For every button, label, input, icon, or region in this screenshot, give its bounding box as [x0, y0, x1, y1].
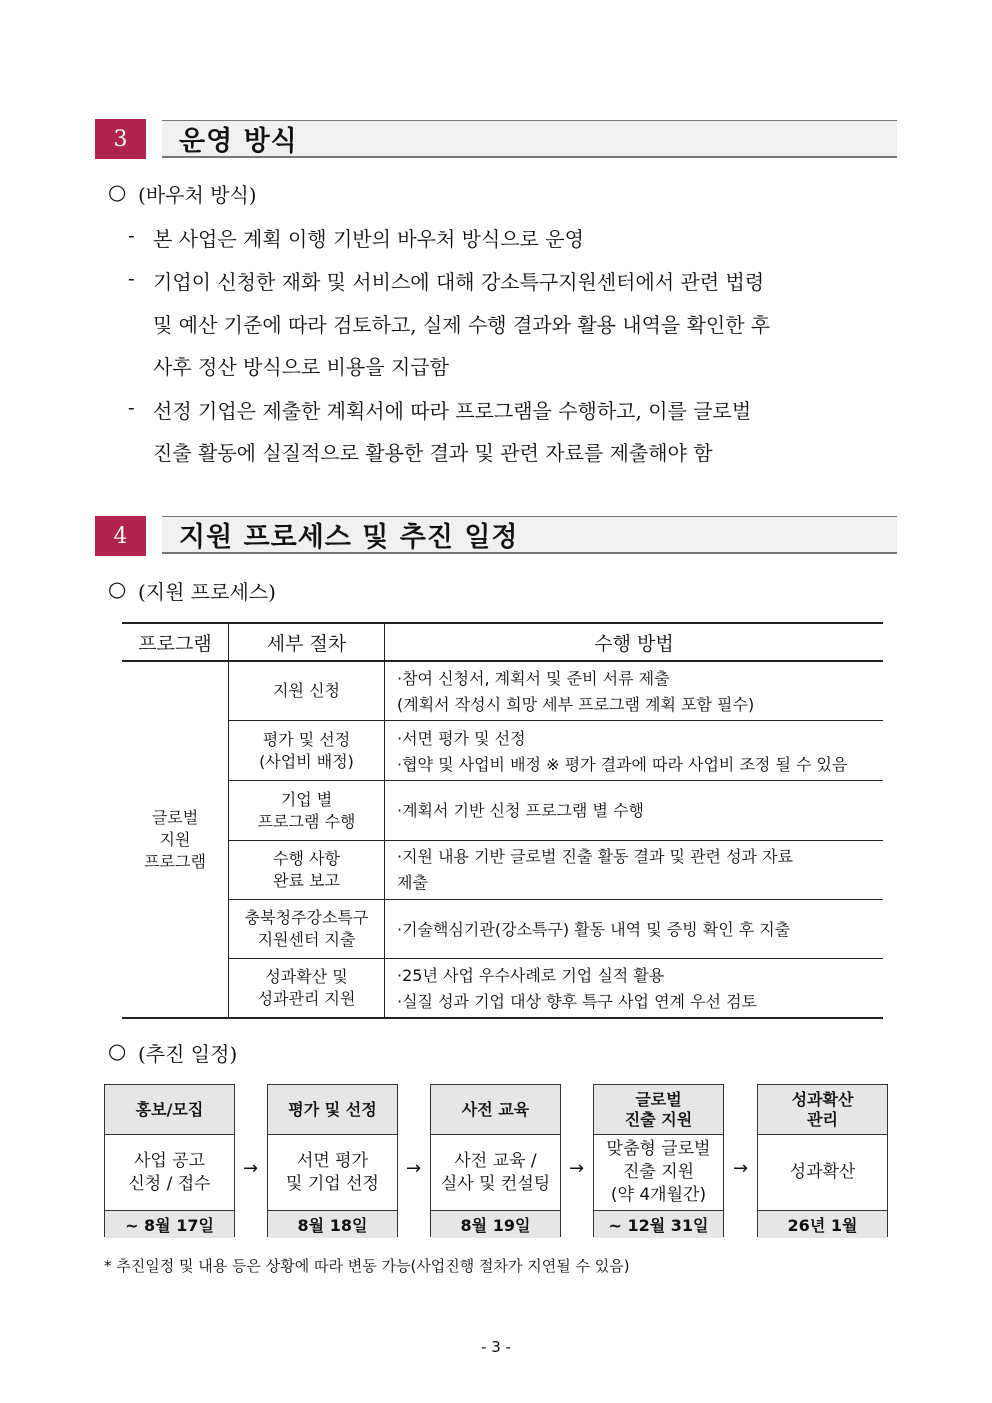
step-text: 평가 및 선정: [262, 729, 351, 749]
method-text: ·협약 및 사업비 배정 ※ 평가 결과에 따라 사업비 조정 될 수 있음: [397, 755, 848, 774]
schedule-step-title: 홍보/모집: [105, 1085, 234, 1135]
step-text: 프로그램 수행: [257, 811, 356, 831]
method-text: ·지원 내용 기반 글로벌 진출 활동 결과 및 관련 성과 자료: [397, 847, 793, 866]
section-3-subheading: (바우처 방식): [138, 183, 257, 207]
section-3-line-6: 진출 활동에 실질적으로 활용한 결과 및 관련 자료를 제출해야 함: [153, 441, 713, 465]
schedule-step-performance: [757, 1084, 888, 1237]
step-text: 지원센터 지출: [257, 930, 356, 949]
step-cell: [229, 662, 384, 720]
step-text: 기업 별: [280, 789, 333, 809]
schedule-step-body: 성과확산: [789, 1162, 856, 1182]
section-3-title: 운영 방식: [162, 120, 897, 158]
arrow-right-icon: →: [243, 1158, 259, 1179]
schedule-step-title: 평가 및 선정: [268, 1085, 397, 1135]
step-text: (사업비 배정): [259, 751, 354, 771]
header-program: 프로그램: [138, 632, 212, 655]
schedule-step-date: ~ 12월 31일: [594, 1210, 723, 1238]
step-text: 성과관리 지원: [257, 989, 356, 1008]
dash-bullet: -: [128, 223, 135, 247]
schedule-step-body: 사전 교육 / 실사 및 컨설팅: [440, 1150, 551, 1194]
schedule-step-body: 사업 공고 신청 / 접수: [128, 1150, 211, 1194]
process-subheading: (지원 프로세스): [138, 580, 276, 604]
step-cell: [229, 900, 384, 958]
step-cell: [229, 959, 384, 1017]
step-cell: [229, 721, 384, 780]
section-3-number: 3: [95, 119, 146, 159]
method-text: ·실질 성과 기업 대상 향후 특구 사업 연계 우선 검토: [397, 992, 757, 1011]
step-text: 충북청주강소특구: [244, 908, 369, 927]
method-text: ·참여 신청서, 계획서 및 준비 서류 제출: [397, 669, 670, 688]
schedule-step-global-support: [593, 1084, 724, 1237]
circle-bullet-icon: ○: [108, 1039, 127, 1063]
header-step: 세부 절차: [266, 632, 347, 655]
circle-bullet-icon: ○: [108, 577, 127, 601]
arrow-right-icon: →: [569, 1158, 585, 1179]
schedule-step-date: 26년 1월: [758, 1210, 887, 1238]
method-text: 제출: [397, 873, 428, 892]
header-method: 수행 방법: [594, 632, 674, 655]
schedule-step-date: 8월 19일: [431, 1210, 560, 1238]
schedule-step-title: 성과확산 관리: [758, 1085, 887, 1135]
dash-bullet: -: [128, 395, 135, 419]
step-cell: [229, 841, 384, 899]
method-text: (계획서 작성시 희망 세부 프로그램 계획 포함 필수): [397, 695, 755, 714]
schedule-step-title: 글로벌 진출 지원: [594, 1085, 723, 1135]
program-line: 지원: [159, 829, 191, 849]
section-3-line-5: 선정 기업은 제출한 계획서에 따라 프로그램을 수행하고, 이를 글로벌: [153, 399, 752, 423]
section-4-number: 4: [95, 516, 146, 556]
method-text: ·계획서 기반 신청 프로그램 별 수행: [397, 801, 644, 820]
dash-bullet: -: [128, 266, 135, 290]
arrow-right-icon: →: [733, 1158, 749, 1179]
schedule-step-education: [430, 1084, 561, 1237]
method-text: ·기술핵심기관(강소특구) 활동 내역 및 증빙 확인 후 지출: [397, 920, 791, 939]
schedule-step-evaluation: [267, 1084, 398, 1237]
schedule-step-recruit: [104, 1084, 235, 1237]
method-text: ·서면 평가 및 선정: [397, 729, 526, 748]
program-line: 프로그램: [144, 851, 206, 871]
arrow-right-icon: →: [406, 1158, 422, 1179]
section-3-line-1: 본 사업은 계획 이행 기반의 바우처 방식으로 운영: [153, 227, 584, 251]
schedule-subheading: (추진 일정): [138, 1042, 238, 1066]
schedule-step-date: 8월 18일: [268, 1210, 397, 1238]
program-cell: [122, 662, 228, 1017]
section-3-line-4: 사후 정산 방식으로 비용을 지급함: [153, 355, 449, 379]
step-cell: [229, 781, 384, 840]
schedule-step-date: ~ 8월 17일: [105, 1210, 234, 1238]
step-text: 지원 신청: [273, 681, 340, 700]
section-3-line-3: 및 예산 기준에 따라 검토하고, 실제 수행 결과와 활용 내역을 확인한 후: [153, 313, 771, 337]
program-line: 글로벌: [151, 807, 199, 827]
step-text: 수행 사항: [273, 849, 340, 868]
section-4-title: 지원 프로세스 및 추진 일정: [162, 516, 897, 554]
schedule-step-body: 맞춤형 글로벌 진출 지원 (약 4개월간): [606, 1139, 711, 1205]
step-text: 완료 보고: [273, 871, 340, 890]
circle-bullet-icon: ○: [108, 180, 127, 204]
page-number: - 3 -: [481, 1338, 511, 1356]
section-3-line-2: 기업이 신청한 재화 및 서비스에 대해 강소특구지원센터에서 관련 법령: [153, 270, 765, 294]
schedule-step-body: 서면 평가 및 기업 선정: [286, 1150, 379, 1194]
schedule-step-title: 사전 교육: [431, 1085, 560, 1135]
step-text: 성과확산 및: [265, 967, 348, 986]
method-text: ·25년 사업 우수사례로 기업 실적 활용: [397, 966, 665, 985]
footnote: * 추진일정 및 내용 등은 상황에 따라 변동 가능(사업진행 절차가 지연될 수 있음): [104, 1257, 630, 1275]
